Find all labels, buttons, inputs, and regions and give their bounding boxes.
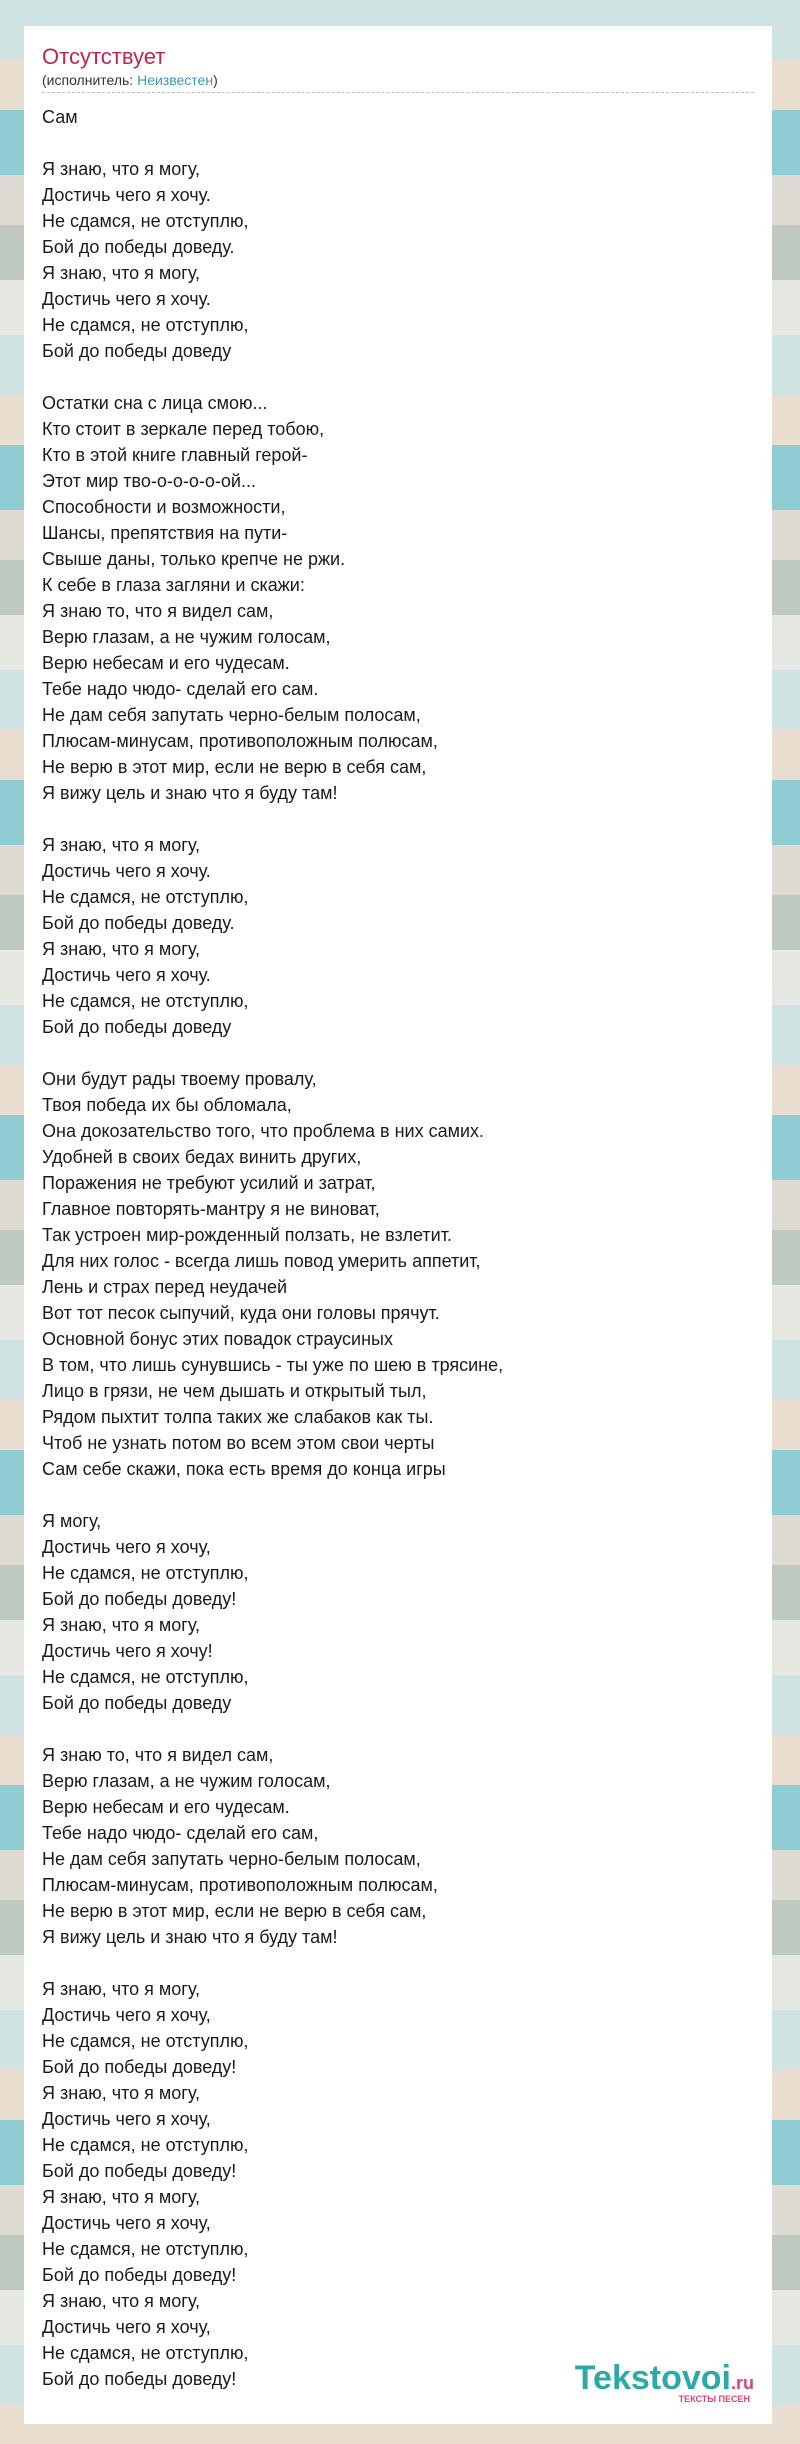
artist-line [42,72,218,88]
lyric-line: Я знаю, что я могу, [42,2083,201,2103]
stanza-break [42,1040,742,1066]
lyric-line: Сам себе скажи, пока есть время до конца игры [42,1459,446,1479]
lyric-line: Не сдамся, не отступлю, [42,887,249,907]
logo-tagline: ТЕКСТЫ ПЕСЕН [678,2394,750,2404]
lyric-line: Не сдамся, не отступлю, [42,1563,249,1583]
song-title: Отсутствует [42,44,166,69]
stanza-break [42,1482,742,1508]
stanza-break [42,806,742,832]
lyric-line: Я знаю, что я могу, [42,263,201,283]
lyric-line: Не сдамся, не отступлю, [42,2239,249,2259]
lyric-line: Остатки сна с лица смою... [42,393,268,413]
lyric-line: Не дам себя запутать черно-белым полосам, [42,705,421,725]
lyric-line: Не сдамся, не отступлю, [42,211,249,231]
lyric-line: Кто в этой книге главный герой- [42,445,308,465]
lyric-line: Не верю в этот мир, если не верю в себя сам, [42,1901,427,1921]
lyric-line: Я знаю, что я могу, [42,835,201,855]
lyric-line: Твоя победа их бы обломала, [42,1095,292,1115]
lyric-line: Не дам себя запутать черно-белым полосам, [42,1849,421,1869]
lyric-line: Поражения не требуют усилий и затрат, [42,1173,376,1193]
lyric-line: Бой до победы доведу! [42,2369,237,2389]
lyric-line: Тебе надо чюдо- сделай его сам, [42,1823,319,1843]
lyric-line: Верю небесам и его чудесам. [42,1797,290,1817]
lyric-line: Свыше даны, только крепче не ржи. [42,549,346,569]
lyric-line: Я могу, [42,1511,102,1531]
artist-suffix: ) [213,72,218,88]
lyric-line: Они будут рады твоему провалу, [42,1069,317,1089]
lyric-line: Для них голос - всегда лишь повод умерить аппетит, [42,1251,481,1271]
lyric-line: Бой до победы доведу. [42,237,235,257]
lyric-line: Бой до победы доведу! [42,2265,237,2285]
lyric-line: В том, что лишь сунувшись - ты уже по шею в трясине, [42,1355,504,1375]
lyric-line: Вот тот песок сыпучий, куда они головы прячут. [42,1303,440,1323]
lyric-line: Достичь чего я хочу. [42,861,211,881]
site-logo[interactable] [575,2359,754,2404]
lyric-line: Достичь чего я хочу, [42,2317,211,2337]
lyric-line: Я вижу цель и знаю что я буду там! [42,783,338,803]
lyric-line: Плюсам-минусам, противоположным полюсам, [42,1875,438,1895]
stanza-break [42,364,742,390]
artist-link[interactable]: Неизвестен [137,72,214,88]
lyric-line: Я знаю то, что я видел сам, [42,1745,274,1765]
lyric-line: Бой до победы доведу [42,1017,232,1037]
lyric-line: Удобней в своих бедах винить других, [42,1147,362,1167]
lyric-line: Верю глазам, а не чужим голосам, [42,1771,331,1791]
lyric-line: Я знаю, что я могу, [42,1615,201,1635]
lyric-line: Я знаю, что я могу, [42,2187,201,2207]
lyric-line: Не верю в этот мир, если не верю в себя сам, [42,757,427,777]
logo-name: Tekstovoi [574,2359,731,2397]
lyrics-card [24,26,772,2424]
lyric-line: Плюсам-минусам, противоположным полюсам, [42,731,438,751]
lyric-line: Бой до победы доведу [42,1693,232,1713]
lyric-line: Бой до победы доведу [42,341,232,361]
lyric-line: Шансы, препятствия на пути- [42,523,288,543]
lyric-line: Достичь чего я хочу! [42,1641,213,1661]
lyric-line: К себе в глаза загляни и скажи: [42,575,305,595]
lyric-line: Главное повторять-мантру я не виноват, [42,1199,380,1219]
lyric-line: Бой до победы доведу. [42,913,235,933]
lyric-line: Верю глазам, а не чужим голосам, [42,627,331,647]
lyric-line: Чтоб не узнать потом во всем этом свои черты [42,1433,435,1453]
stanza-break [42,130,742,156]
lyric-line: Достичь чего я хочу, [42,2109,211,2129]
lyric-line: Я знаю то, что я видел сам, [42,601,274,621]
lyric-line: Не сдамся, не отступлю, [42,1667,249,1687]
lyric-line: Я знаю, что я могу, [42,1979,201,1999]
lyric-line: Бой до победы доведу! [42,1589,237,1609]
lyric-line: Этот мир тво-о-о-о-о-ой... [42,471,256,491]
title-divider [42,92,754,93]
lyric-line: Бой до победы доведу! [42,2161,237,2181]
lyrics-text [42,104,742,2392]
lyric-line: Основной бонус этих повадок страусиных [42,1329,393,1349]
lyric-line: Не сдамся, не отступлю, [42,315,249,335]
lyric-line: Достичь чего я хочу. [42,289,211,309]
logo-tld: .ru [730,2373,754,2393]
lyric-line: Верю небесам и его чудесам. [42,653,290,673]
lyric-line: Лицо в грязи, не чем дышать и открытый тыл, [42,1381,427,1401]
artist-prefix: (исполнитель: [42,72,138,88]
lyric-line: Я знаю, что я могу, [42,2291,201,2311]
lyric-line: Способности и возможности, [42,497,286,517]
lyric-line: Достичь чего я хочу. [42,185,211,205]
lyric-line: Сам [42,107,78,127]
lyric-line: Я знаю, что я могу, [42,159,201,179]
lyric-line: Бой до победы доведу! [42,2057,237,2077]
lyric-line: Достичь чего я хочу. [42,965,211,985]
lyric-line: Не сдамся, не отступлю, [42,2343,249,2363]
lyric-line: Не сдамся, не отступлю, [42,2135,249,2155]
lyric-line: Достичь чего я хочу, [42,2213,211,2233]
stanza-break [42,1950,742,1976]
lyric-line: Не сдамся, не отступлю, [42,991,249,1011]
lyric-line: Достичь чего я хочу, [42,2005,211,2025]
stanza-break [42,1716,742,1742]
lyric-line: Достичь чего я хочу, [42,1537,211,1557]
lyric-line: Лень и страх перед неудачей [42,1277,288,1297]
lyric-line: Не сдамся, не отступлю, [42,2031,249,2051]
lyric-line: Я вижу цель и знаю что я буду там! [42,1927,338,1947]
lyric-line: Кто стоит в зеркале перед тобою, [42,419,325,439]
lyric-line: Тебе надо чюдо- сделай его сам. [42,679,319,699]
lyric-line: Она докозательство того, что проблема в них самих. [42,1121,485,1141]
lyric-line: Так устроен мир-рожденный ползать, не взлетит. [42,1225,452,1245]
lyric-line: Я знаю, что я могу, [42,939,201,959]
lyric-line: Рядом пыхтит толпа таких же слабаков как ты. [42,1407,434,1427]
